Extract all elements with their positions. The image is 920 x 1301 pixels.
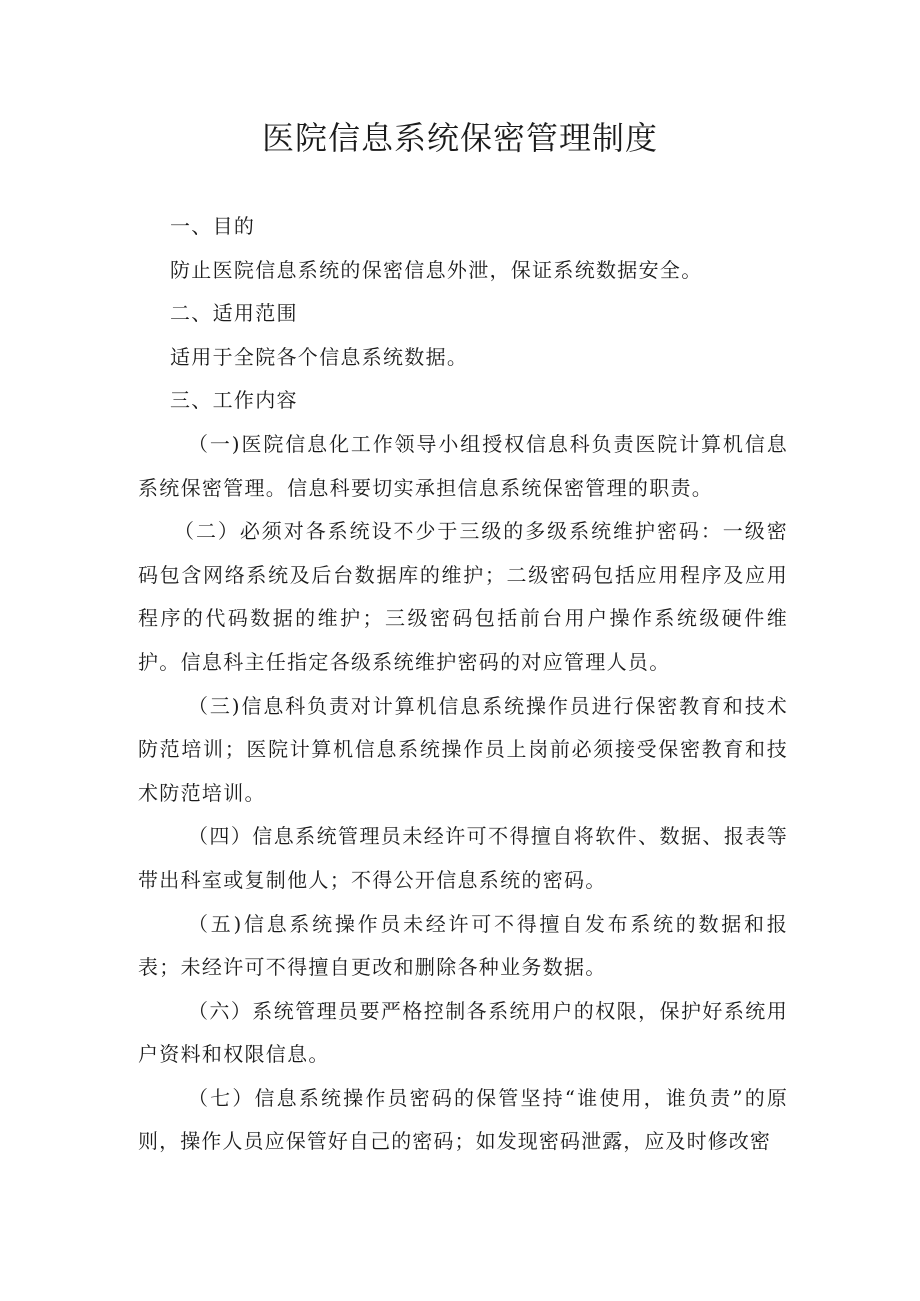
work-item-2: （二）必须对各系统设不少于三级的多级系统维护密码：一级密码包含网络系统及后台数据库的维护；二级密码包括应用程序及应用程序的代码数据的维护；三级密码包括前台用户操作系统级硬件维护。信息科主任指定各级系统维护密码的对应管理人员。: [138, 519, 788, 674]
work-item-7: （七）信息系统操作员密码的保管坚持“谁使用，谁负责”的原则，操作人员应保管好自己的密码；如发现密码泄露，应及时修改密: [138, 1085, 788, 1154]
purpose-text: 防止医院信息系统的保密信息外泄，保证系统数据安全。: [170, 257, 703, 282]
work-item-5: （五)信息系统操作员未经许可不得擅自发布系统的数据和报表；未经许可不得擅自更改和删除各种业务数据。: [138, 911, 788, 980]
section-heading-scope: 二、适用范围: [170, 301, 298, 326]
section-heading-work: 三、工作内容: [170, 388, 298, 413]
work-item-4: （四）信息系统管理员未经许可不得擅自将软件、数据、报表等带出科室或复制他人；不得公开信息系统的密码。: [138, 824, 788, 892]
work-item-6: （六）系统管理员要严格控制各系统用户的权限，保护好系统用户资料和权限信息。: [138, 998, 788, 1067]
scope-text: 适用于全院各个信息系统数据。: [170, 344, 469, 369]
page-title: 医院信息系统保密管理制度: [261, 119, 658, 157]
document-body: [138, 205, 788, 1164]
section-heading-purpose: 一、目的: [170, 214, 256, 238]
work-item-3: （三)信息科负责对计算机信息系统操作员进行保密教育和技术防范培训；医院计算机信息系统操作员上岗前必须接受保密教育和技术防范培训。: [138, 693, 788, 805]
work-item-1: （一)医院信息化工作领导小组授权信息科负责医院计算机信息系统保密管理。信息科要切实承担信息系统保密管理的职责。: [138, 431, 788, 500]
